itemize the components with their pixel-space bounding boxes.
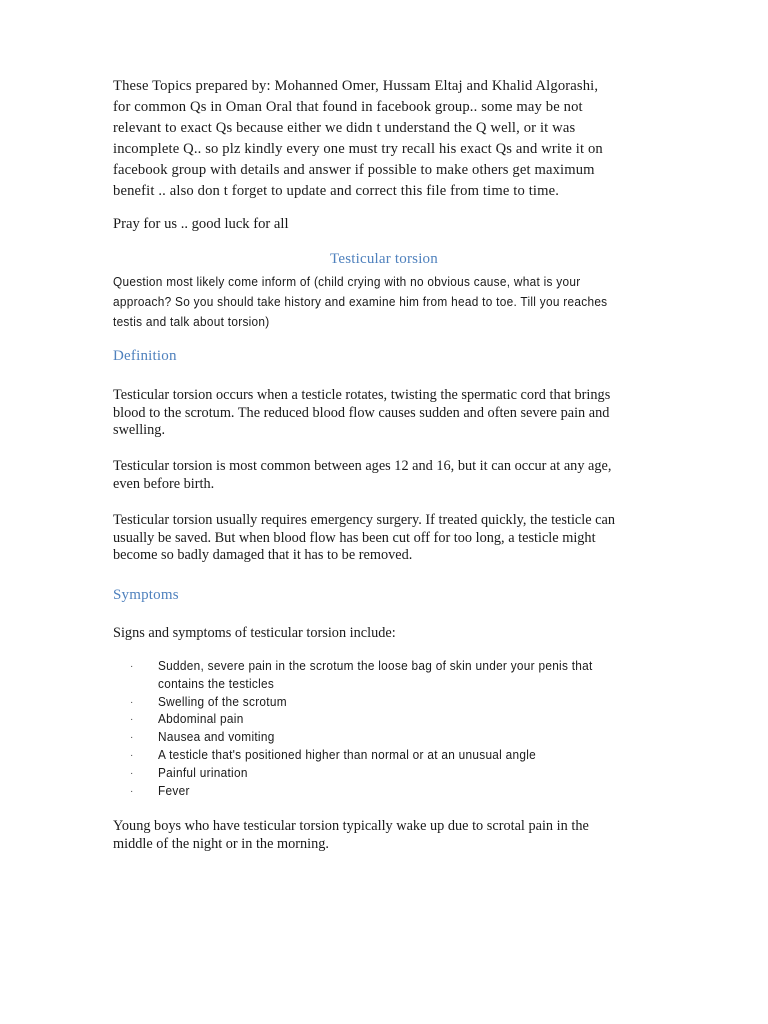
intro-line: incomplete Q.. so plz kindly every one must try recall his exact Qs and write it on [113, 141, 603, 157]
pray-line: Pray for us .. good luck for all [113, 216, 289, 232]
question-line: Question most likely come inform of (child crying with no obvious cause, what is your [113, 275, 581, 289]
bullet-dot: · [130, 749, 134, 761]
question-line: testis and talk about torsion) [113, 315, 270, 329]
list-item-text: Swelling of the scrotum [158, 694, 287, 709]
paragraph-line: blood to the scrotum. The reduced blood flow causes sudden and often severe pain and [113, 404, 610, 421]
list-item-text: Abdominal pain [158, 712, 244, 727]
paragraph-line: middle of the night or in the morning. [113, 835, 330, 852]
list-item [130, 658, 620, 694]
list-item [130, 729, 620, 747]
definition-heading: Definition [113, 348, 177, 364]
list-item-text: Fever [158, 783, 190, 798]
intro-line: benefit .. also don t forget to update and correct this file from time to time. [113, 183, 560, 199]
definition-paragraph-3 [113, 512, 658, 565]
list-item [130, 765, 620, 783]
list-item-text: contains the testicles [158, 676, 275, 691]
intro-line: relevant to exact Qs because either we didn t understand the Q well, or it was [113, 120, 576, 136]
definition-paragraph-2 [113, 458, 658, 493]
intro-line: facebook group with details and answer if possible to make others get maximum [113, 162, 595, 178]
symptoms-list [130, 658, 620, 800]
bullet-dot: · [130, 696, 134, 708]
bullet-dot: · [130, 785, 134, 797]
question-line: approach? So you should take history and examine him from head to toe. Till you reaches [113, 295, 608, 309]
bullet-dot: · [130, 732, 134, 744]
symptoms-heading: Symptoms [113, 587, 179, 603]
paragraph-line: Young boys who have testicular torsion typically wake up due to scrotal pain in the [113, 818, 589, 834]
paragraph-line: Testicular torsion is most common between ages 12 and 16, but it can occur at any age, [113, 458, 612, 474]
bullet-dot: · [130, 714, 134, 726]
list-item [130, 711, 620, 729]
paragraph-line: usually be saved. But when blood flow has been cut off for too long, a testicle might [113, 529, 596, 546]
topic-title: Testicular torsion [330, 251, 438, 267]
list-item [130, 783, 620, 801]
intro-line: These Topics prepared by: Mohanned Omer, Hussam Eltaj and Khalid Algorashi, [113, 78, 599, 94]
bullet-dot: · [130, 767, 134, 779]
symptoms-intro: Signs and symptoms of testicular torsion include: [113, 625, 396, 641]
paragraph-line: Testicular torsion occurs when a testicle rotates, twisting the spermatic cord that brings [113, 387, 611, 403]
closing-paragraph [113, 818, 658, 853]
bullet-dot: · [130, 661, 134, 672]
list-item [130, 694, 620, 712]
list-item-text: Sudden, severe pain in the scrotum the loose bag of skin under your penis that [158, 659, 593, 673]
intro-paragraph [113, 76, 658, 202]
list-item-text: A testicle that's positioned higher than normal or at an unusual angle [158, 747, 537, 762]
intro-line: for common Qs in Oman Oral that found in facebook group.. some may be not [113, 99, 583, 115]
list-item [130, 747, 620, 765]
question-note [113, 272, 621, 332]
list-item-text: Nausea and vomiting [158, 730, 275, 745]
paragraph-line: Testicular torsion usually requires emergency surgery. If treated quickly, the testicle can [113, 512, 615, 528]
list-item-text: Painful urination [158, 765, 248, 780]
paragraph-line: swelling. [113, 422, 166, 438]
paragraph-line: even before birth. [113, 475, 215, 492]
paragraph-line: become so badly damaged that it has to be removed. [113, 547, 413, 563]
definition-paragraph-1 [113, 387, 658, 440]
